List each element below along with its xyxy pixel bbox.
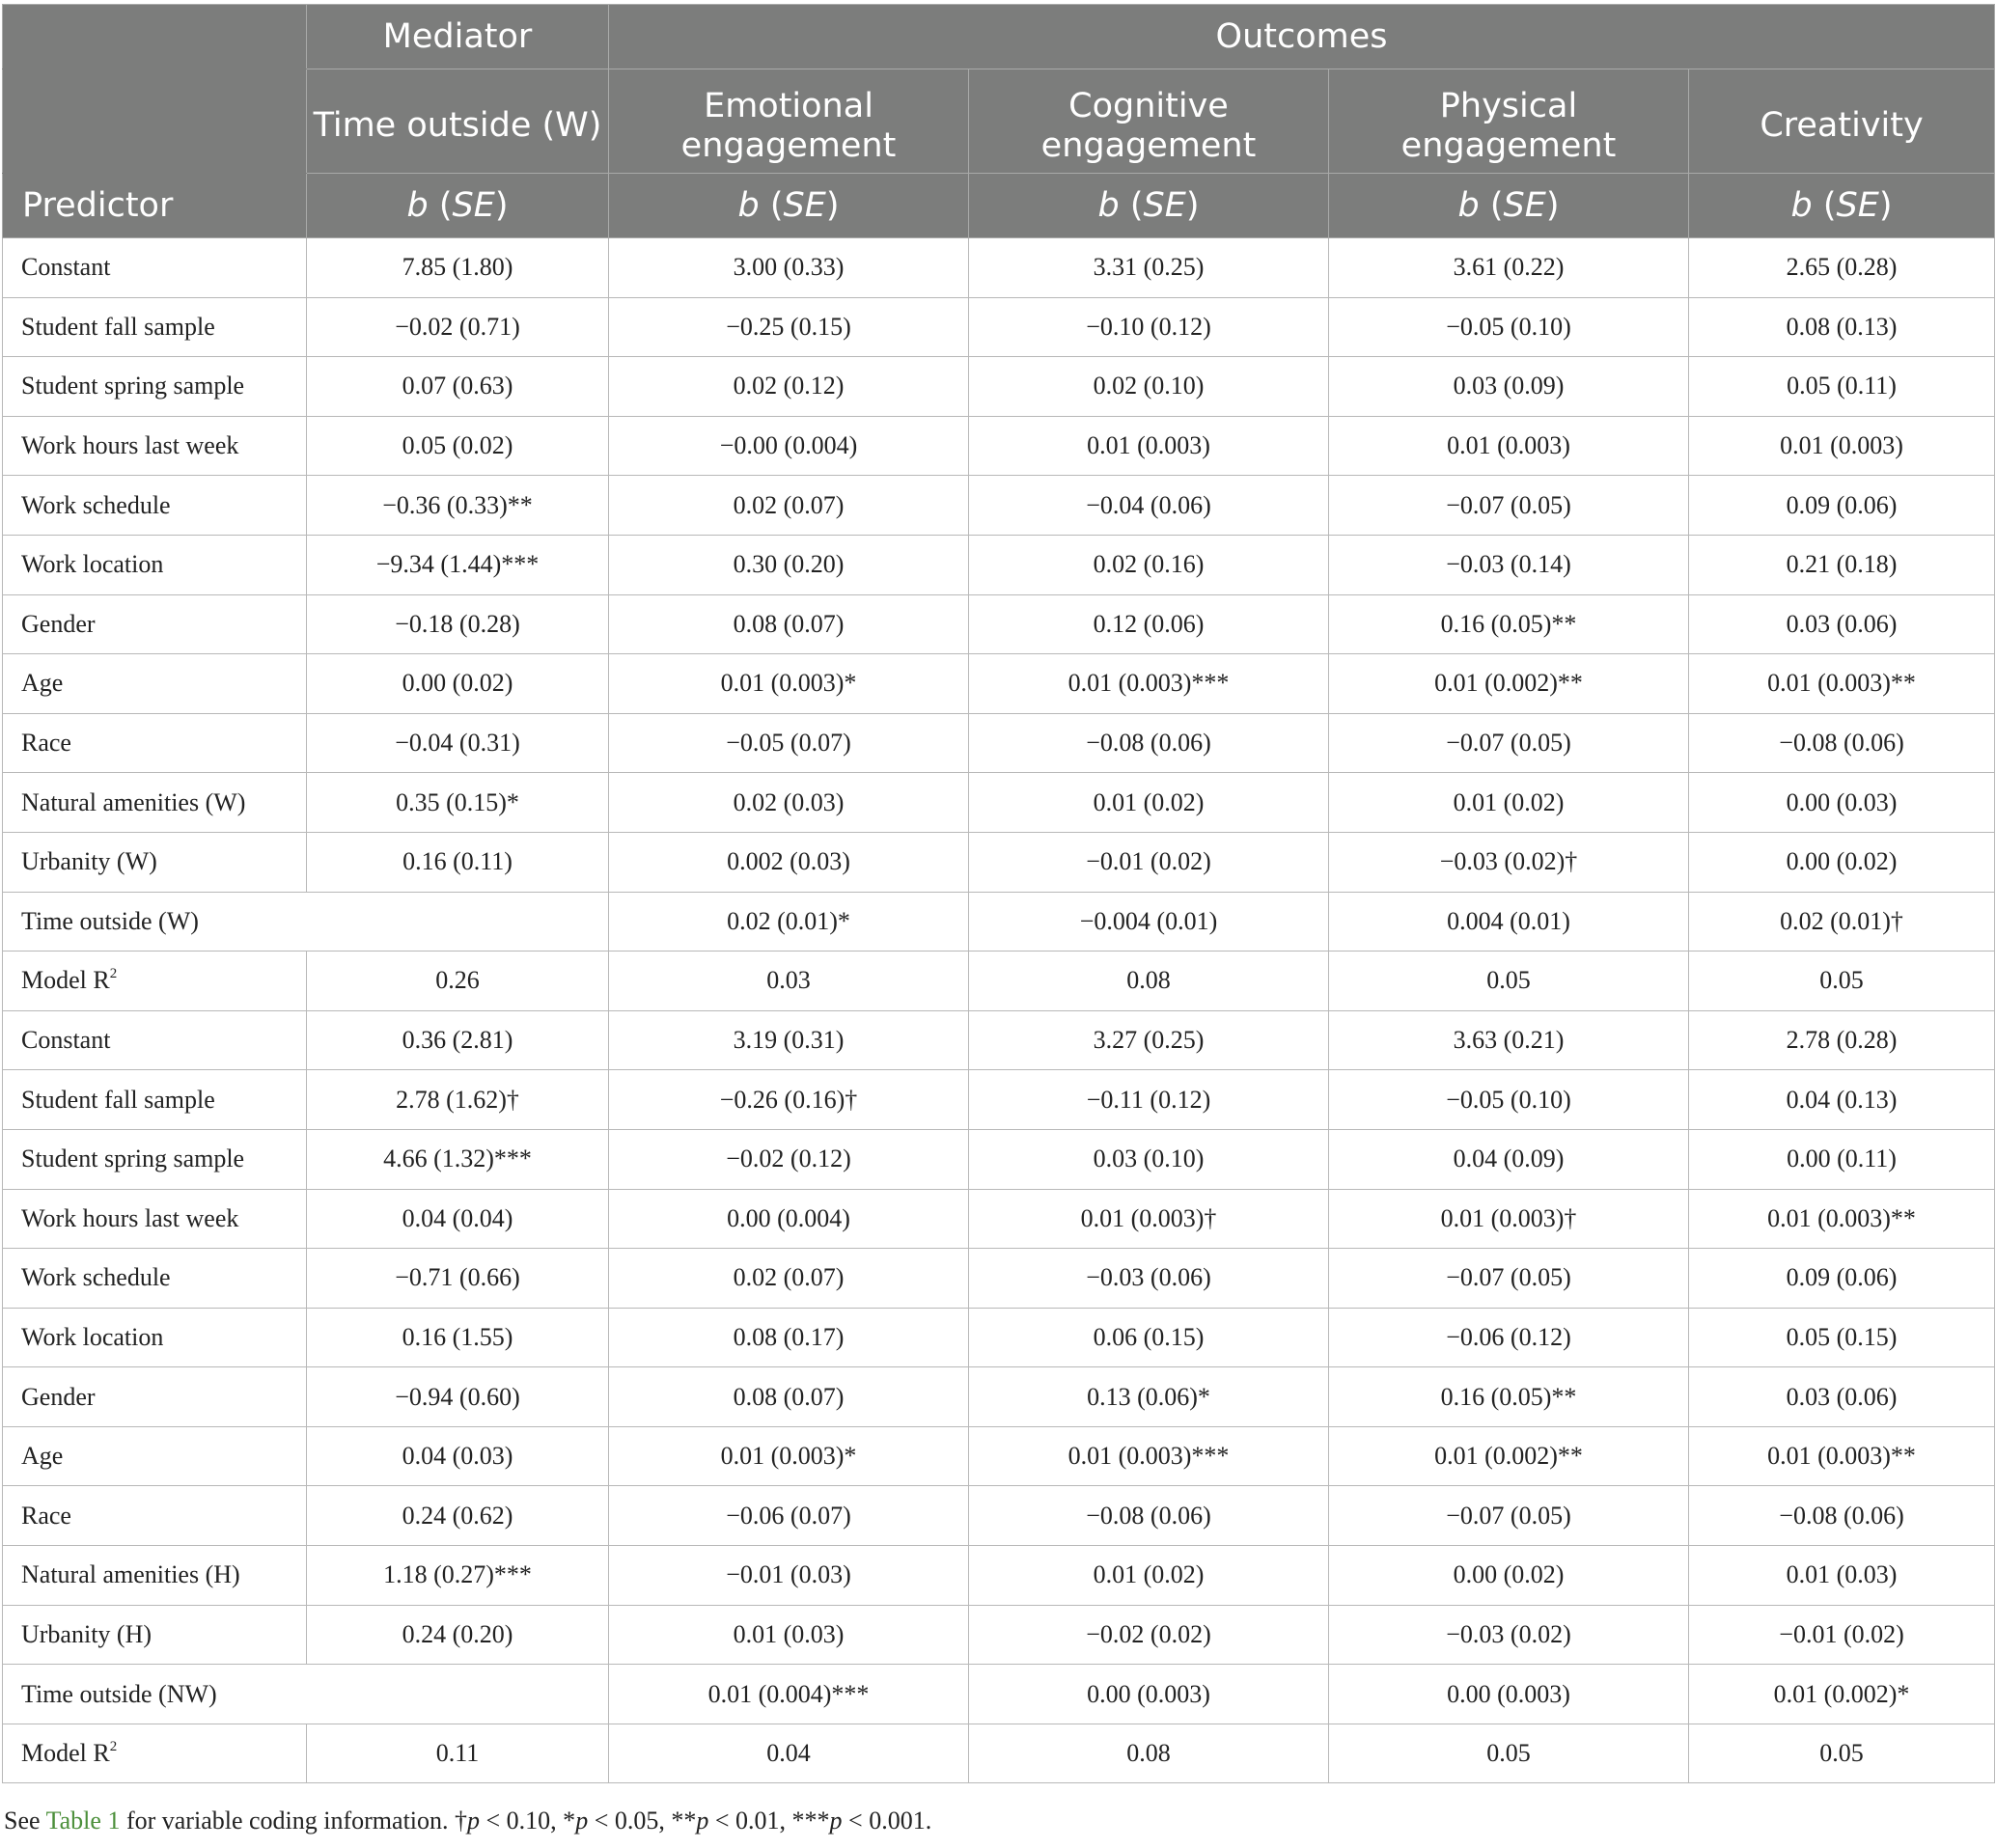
physical-cell: 0.004 (0.01) xyxy=(1329,892,1689,952)
cognitive-cell: 0.01 (0.003)† xyxy=(969,1189,1329,1249)
creativity-cell: 0.01 (0.003)** xyxy=(1689,1426,1995,1486)
cognitive-cell: 0.12 (0.06) xyxy=(969,594,1329,654)
mediator-cell: 7.85 (1.80) xyxy=(307,238,609,298)
emotional-cell: 0.002 (0.03) xyxy=(609,832,969,892)
creativity-cell: 0.04 (0.13) xyxy=(1689,1070,1995,1130)
physical-cell: 0.05 xyxy=(1329,1724,1689,1783)
emotional-cell: 3.00 (0.33) xyxy=(609,238,969,298)
header-emotional-engagement: Emotional engagement xyxy=(609,69,969,174)
cognitive-cell: 0.08 xyxy=(969,952,1329,1011)
table-body xyxy=(3,238,1995,1783)
creativity-cell: 0.01 (0.003) xyxy=(1689,416,1995,476)
emotional-cell: 0.01 (0.004)*** xyxy=(609,1665,969,1724)
cognitive-cell: 0.02 (0.10) xyxy=(969,357,1329,417)
cognitive-cell: 0.01 (0.003)*** xyxy=(969,654,1329,714)
table-row xyxy=(3,1665,1995,1724)
footnote-threshold-4: < 0.001. xyxy=(842,1807,932,1834)
header-time-outside: Time outside (W) xyxy=(307,69,609,174)
emotional-cell: 0.08 (0.17) xyxy=(609,1308,969,1367)
predictor-cell: Work hours last week xyxy=(3,1189,307,1249)
creativity-cell: −0.01 (0.02) xyxy=(1689,1605,1995,1665)
header-predictor: Predictor xyxy=(3,174,307,238)
table-row xyxy=(3,594,1995,654)
physical-cell: 0.00 (0.02) xyxy=(1329,1546,1689,1606)
header-creativity: Creativity xyxy=(1689,69,1995,174)
model-r2-row xyxy=(3,1724,1995,1783)
predictor-cell: Work location xyxy=(3,1308,307,1367)
mediator-cell: 0.00 (0.02) xyxy=(307,654,609,714)
emotional-cell: 0.02 (0.07) xyxy=(609,1249,969,1309)
creativity-cell: −0.08 (0.06) xyxy=(1689,1486,1995,1546)
mediator-cell: 0.16 (1.55) xyxy=(307,1308,609,1367)
table-row xyxy=(3,654,1995,714)
cognitive-cell: −0.004 (0.01) xyxy=(969,892,1329,952)
cognitive-cell: −0.02 (0.02) xyxy=(969,1605,1329,1665)
table-row xyxy=(3,1129,1995,1189)
creativity-cell: 0.01 (0.003)** xyxy=(1689,654,1995,714)
physical-cell: −0.07 (0.05) xyxy=(1329,476,1689,536)
header-outcomes: Outcomes xyxy=(609,5,1995,69)
table-row xyxy=(3,1070,1995,1130)
table-row xyxy=(3,476,1995,536)
table-row xyxy=(3,892,1995,952)
physical-cell: 0.16 (0.05)** xyxy=(1329,594,1689,654)
physical-cell: −0.05 (0.10) xyxy=(1329,297,1689,357)
physical-cell: 0.01 (0.002)** xyxy=(1329,1426,1689,1486)
header-physical-engagement: Physical engagement xyxy=(1329,69,1689,174)
mediator-cell: 0.16 (0.11) xyxy=(307,832,609,892)
table-row xyxy=(3,416,1995,476)
mediator-cell: 0.11 xyxy=(307,1724,609,1783)
creativity-cell: 0.02 (0.01)† xyxy=(1689,892,1995,952)
model-r2-superscript: 2 xyxy=(109,966,118,982)
emotional-cell: 0.00 (0.004) xyxy=(609,1189,969,1249)
footnote-threshold-2: < 0.05, ** xyxy=(588,1807,697,1834)
table-row xyxy=(3,535,1995,594)
predictor-cell: Constant xyxy=(3,238,307,298)
emotional-cell: 0.03 xyxy=(609,952,969,1011)
mediator-cell: −0.18 (0.28) xyxy=(307,594,609,654)
cognitive-cell: 0.06 (0.15) xyxy=(969,1308,1329,1367)
emotional-cell: 0.01 (0.003)* xyxy=(609,1426,969,1486)
predictor-cell: Urbanity (H) xyxy=(3,1605,307,1665)
physical-cell: −0.07 (0.05) xyxy=(1329,1486,1689,1546)
header-blank-cell xyxy=(3,69,307,174)
mediator-cell: −0.71 (0.66) xyxy=(307,1249,609,1309)
physical-cell: −0.03 (0.02)† xyxy=(1329,832,1689,892)
creativity-cell: 0.00 (0.11) xyxy=(1689,1129,1995,1189)
predictor-cell: Natural amenities (W) xyxy=(3,773,307,833)
mediator-cell: 0.24 (0.62) xyxy=(307,1486,609,1546)
predictor-cell xyxy=(3,952,307,1011)
mediator-cell: 0.04 (0.04) xyxy=(307,1189,609,1249)
footnote-p: p xyxy=(467,1807,481,1834)
predictor-cell: Time outside (NW) xyxy=(3,1665,609,1724)
emotional-cell: 0.08 (0.07) xyxy=(609,594,969,654)
creativity-cell: 0.08 (0.13) xyxy=(1689,297,1995,357)
predictor-cell: Constant xyxy=(3,1010,307,1070)
physical-cell: −0.05 (0.10) xyxy=(1329,1070,1689,1130)
table-row xyxy=(3,1367,1995,1427)
table-row xyxy=(3,832,1995,892)
mediator-cell: 0.24 (0.20) xyxy=(307,1605,609,1665)
cognitive-cell: 0.01 (0.003)*** xyxy=(969,1426,1329,1486)
emotional-cell: 0.01 (0.003)* xyxy=(609,654,969,714)
creativity-cell: 0.09 (0.06) xyxy=(1689,1249,1995,1309)
physical-cell: 3.63 (0.21) xyxy=(1329,1010,1689,1070)
predictor-cell: Gender xyxy=(3,594,307,654)
cognitive-cell: 0.03 (0.10) xyxy=(969,1129,1329,1189)
predictor-cell: Urbanity (W) xyxy=(3,832,307,892)
physical-cell: −0.06 (0.12) xyxy=(1329,1308,1689,1367)
physical-cell: 0.00 (0.003) xyxy=(1329,1665,1689,1724)
header-se: SE xyxy=(1503,185,1546,225)
table-row xyxy=(3,357,1995,417)
creativity-cell: 0.01 (0.002)* xyxy=(1689,1665,1995,1724)
mediator-cell: 0.26 xyxy=(307,952,609,1011)
creativity-cell: 0.05 xyxy=(1689,1724,1995,1783)
cognitive-cell: 0.01 (0.003) xyxy=(969,416,1329,476)
header-se: SE xyxy=(1836,185,1879,225)
header-b: b xyxy=(406,185,429,225)
cognitive-cell: 0.01 (0.02) xyxy=(969,1546,1329,1606)
predictor-cell: Gender xyxy=(3,1367,307,1427)
table-row xyxy=(3,1308,1995,1367)
table-row xyxy=(3,1426,1995,1486)
regression-table xyxy=(2,4,1995,1783)
emotional-cell: −0.06 (0.07) xyxy=(609,1486,969,1546)
header-mediator: Mediator xyxy=(307,5,609,69)
header-b: b xyxy=(737,185,760,225)
cognitive-cell: −0.10 (0.12) xyxy=(969,297,1329,357)
header-se: SE xyxy=(783,185,826,225)
footnote-text: for variable coding information. † xyxy=(125,1807,468,1834)
model-r2-label: Model R xyxy=(21,966,110,995)
cognitive-cell: 0.02 (0.16) xyxy=(969,535,1329,594)
cognitive-cell: −0.03 (0.06) xyxy=(969,1249,1329,1309)
emotional-cell: −0.00 (0.004) xyxy=(609,416,969,476)
creativity-cell: 0.03 (0.06) xyxy=(1689,594,1995,654)
emotional-cell: 0.02 (0.03) xyxy=(609,773,969,833)
creativity-cell: 0.01 (0.003)** xyxy=(1689,1189,1995,1249)
predictor-cell xyxy=(3,1724,307,1783)
mediator-cell: −0.94 (0.60) xyxy=(307,1367,609,1427)
predictor-cell: Work location xyxy=(3,535,307,594)
header-b: b xyxy=(1790,185,1813,225)
mediator-cell: −0.04 (0.31) xyxy=(307,713,609,773)
creativity-cell: 2.65 (0.28) xyxy=(1689,238,1995,298)
header-blank-cell xyxy=(3,5,307,69)
creativity-cell: 2.78 (0.28) xyxy=(1689,1010,1995,1070)
emotional-cell: −0.05 (0.07) xyxy=(609,713,969,773)
physical-cell: −0.03 (0.14) xyxy=(1329,535,1689,594)
emotional-cell: −0.01 (0.03) xyxy=(609,1546,969,1606)
header-row-groups xyxy=(3,5,1995,69)
header-b: b xyxy=(1457,185,1480,225)
cognitive-cell: 0.00 (0.003) xyxy=(969,1665,1329,1724)
cognitive-cell: −0.08 (0.06) xyxy=(969,1486,1329,1546)
header-row-variables xyxy=(3,69,1995,174)
table-row xyxy=(3,297,1995,357)
mediator-cell: 0.35 (0.15)* xyxy=(307,773,609,833)
table-row xyxy=(3,713,1995,773)
predictor-cell: Student fall sample xyxy=(3,297,307,357)
mediator-cell: 0.04 (0.03) xyxy=(307,1426,609,1486)
table-row xyxy=(3,773,1995,833)
emotional-cell: 3.19 (0.31) xyxy=(609,1010,969,1070)
model-r2-row xyxy=(3,952,1995,1011)
table-header xyxy=(3,5,1995,238)
physical-cell: 0.01 (0.003)† xyxy=(1329,1189,1689,1249)
mediator-cell: 1.18 (0.27)*** xyxy=(307,1546,609,1606)
cognitive-cell: −0.08 (0.06) xyxy=(969,713,1329,773)
physical-cell: 3.61 (0.22) xyxy=(1329,238,1689,298)
table-row xyxy=(3,1605,1995,1665)
emotional-cell: −0.26 (0.16)† xyxy=(609,1070,969,1130)
header-b-se: b (SE) xyxy=(307,174,609,238)
predictor-cell: Student fall sample xyxy=(3,1070,307,1130)
mediator-cell: 0.07 (0.63) xyxy=(307,357,609,417)
emotional-cell: 0.02 (0.07) xyxy=(609,476,969,536)
emotional-cell: 0.02 (0.12) xyxy=(609,357,969,417)
cognitive-cell: −0.11 (0.12) xyxy=(969,1070,1329,1130)
table-row xyxy=(3,1189,1995,1249)
cognitive-cell: −0.01 (0.02) xyxy=(969,832,1329,892)
cognitive-cell: 0.01 (0.02) xyxy=(969,773,1329,833)
table-row xyxy=(3,1010,1995,1070)
physical-cell: 0.01 (0.003) xyxy=(1329,416,1689,476)
predictor-cell: Student spring sample xyxy=(3,1129,307,1189)
footnote-p: p xyxy=(829,1807,843,1834)
cognitive-cell: 0.13 (0.06)* xyxy=(969,1367,1329,1427)
header-b-se: b (SE) xyxy=(969,174,1329,238)
header-b-se: b (SE) xyxy=(609,174,969,238)
table-footnote xyxy=(4,1807,931,1835)
table-row xyxy=(3,1546,1995,1606)
cognitive-cell: 3.31 (0.25) xyxy=(969,238,1329,298)
predictor-cell: Time outside (W) xyxy=(3,892,609,952)
header-b-se: b (SE) xyxy=(1689,174,1995,238)
predictor-cell: Natural amenities (H) xyxy=(3,1546,307,1606)
footnote-p: p xyxy=(575,1807,589,1834)
predictor-cell: Work schedule xyxy=(3,476,307,536)
predictor-cell: Race xyxy=(3,1486,307,1546)
emotional-cell: 0.30 (0.20) xyxy=(609,535,969,594)
footnote-p: p xyxy=(696,1807,709,1834)
mediator-cell: 0.05 (0.02) xyxy=(307,416,609,476)
header-b-se: b (SE) xyxy=(1329,174,1689,238)
physical-cell: 0.01 (0.002)** xyxy=(1329,654,1689,714)
physical-cell: 0.01 (0.02) xyxy=(1329,773,1689,833)
table-row xyxy=(3,1486,1995,1546)
creativity-cell: 0.00 (0.02) xyxy=(1689,832,1995,892)
creativity-cell: 0.05 xyxy=(1689,952,1995,1011)
predictor-cell: Age xyxy=(3,654,307,714)
footnote-threshold-3: < 0.01, *** xyxy=(708,1807,830,1834)
predictor-cell: Work hours last week xyxy=(3,416,307,476)
model-r2-superscript: 2 xyxy=(109,1739,118,1755)
model-r2-label: Model R xyxy=(21,1739,110,1768)
mediator-cell: 0.36 (2.81) xyxy=(307,1010,609,1070)
mediator-cell: −0.36 (0.33)** xyxy=(307,476,609,536)
creativity-cell: 0.01 (0.03) xyxy=(1689,1546,1995,1606)
table-1-link[interactable]: Table 1 xyxy=(45,1807,121,1834)
creativity-cell: 0.05 (0.11) xyxy=(1689,357,1995,417)
cognitive-cell: −0.04 (0.06) xyxy=(969,476,1329,536)
header-row-stats xyxy=(3,174,1995,238)
header-se: SE xyxy=(1143,185,1186,225)
physical-cell: 0.05 xyxy=(1329,952,1689,1011)
creativity-cell: 0.09 (0.06) xyxy=(1689,476,1995,536)
emotional-cell: −0.02 (0.12) xyxy=(609,1129,969,1189)
header-cognitive-engagement: Cognitive engagement xyxy=(969,69,1329,174)
emotional-cell: 0.02 (0.01)* xyxy=(609,892,969,952)
emotional-cell: 0.08 (0.07) xyxy=(609,1367,969,1427)
header-b: b xyxy=(1097,185,1120,225)
physical-cell: 0.16 (0.05)** xyxy=(1329,1367,1689,1427)
mediator-cell: −9.34 (1.44)*** xyxy=(307,535,609,594)
physical-cell: −0.07 (0.05) xyxy=(1329,713,1689,773)
predictor-cell: Work schedule xyxy=(3,1249,307,1309)
mediator-cell: −0.02 (0.71) xyxy=(307,297,609,357)
physical-cell: −0.03 (0.02) xyxy=(1329,1605,1689,1665)
cognitive-cell: 0.08 xyxy=(969,1724,1329,1783)
footnote-threshold-1: < 0.10, * xyxy=(480,1807,576,1834)
emotional-cell: −0.25 (0.15) xyxy=(609,297,969,357)
table-row xyxy=(3,1249,1995,1309)
mediator-cell: 4.66 (1.32)*** xyxy=(307,1129,609,1189)
footnote-see: See xyxy=(4,1807,41,1834)
header-se: SE xyxy=(452,185,495,225)
emotional-cell: 0.01 (0.03) xyxy=(609,1605,969,1665)
creativity-cell: 0.00 (0.03) xyxy=(1689,773,1995,833)
physical-cell: 0.04 (0.09) xyxy=(1329,1129,1689,1189)
table-row xyxy=(3,238,1995,298)
mediator-cell: 2.78 (1.62)† xyxy=(307,1070,609,1130)
physical-cell: −0.07 (0.05) xyxy=(1329,1249,1689,1309)
creativity-cell: 0.05 (0.15) xyxy=(1689,1308,1995,1367)
creativity-cell: 0.21 (0.18) xyxy=(1689,535,1995,594)
predictor-cell: Student spring sample xyxy=(3,357,307,417)
creativity-cell: 0.03 (0.06) xyxy=(1689,1367,1995,1427)
predictor-cell: Age xyxy=(3,1426,307,1486)
creativity-cell: −0.08 (0.06) xyxy=(1689,713,1995,773)
emotional-cell: 0.04 xyxy=(609,1724,969,1783)
cognitive-cell: 3.27 (0.25) xyxy=(969,1010,1329,1070)
physical-cell: 0.03 (0.09) xyxy=(1329,357,1689,417)
predictor-cell: Race xyxy=(3,713,307,773)
